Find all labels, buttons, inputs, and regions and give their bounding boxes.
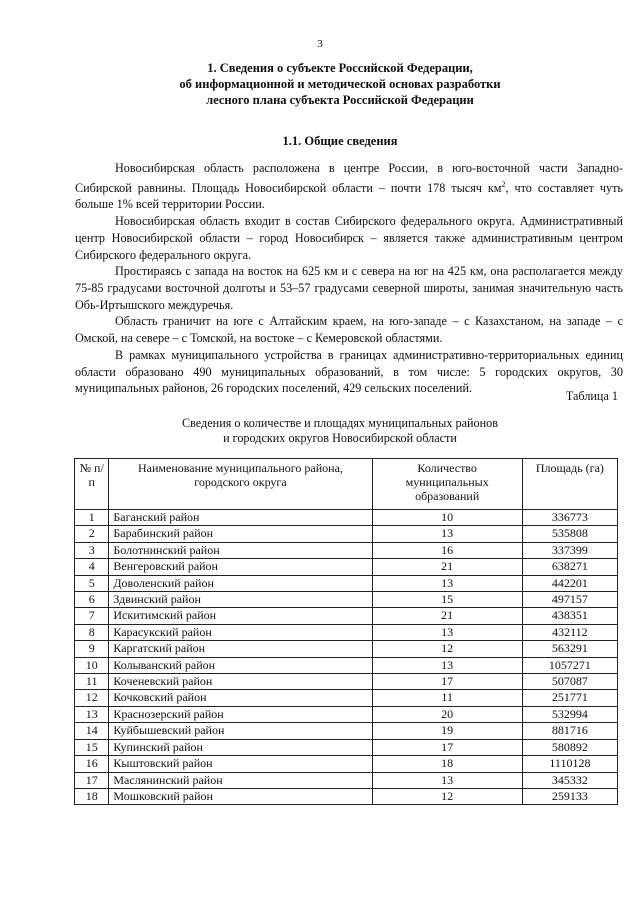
header-count: Количество муниципальных образований (372, 459, 522, 510)
municipality-count: 16 (372, 542, 522, 558)
district-name: Маслянинский район (109, 772, 372, 788)
municipality-count: 17 (372, 739, 522, 755)
table-caption (80, 416, 600, 446)
superscript: 2 (501, 179, 506, 189)
heading-line-3: лесного плана субъекта Российской Федерации (206, 93, 474, 107)
municipality-count: 20 (372, 706, 522, 722)
caption-line-1: Сведения о количестве и площадях муниципальных районов (182, 416, 498, 430)
table-row (75, 756, 618, 772)
district-name: Карасукский район (109, 624, 372, 640)
row-number: 11 (75, 674, 109, 690)
table-row (75, 772, 618, 788)
table-body (75, 510, 618, 805)
district-name: Куйбышевский район (109, 723, 372, 739)
row-number: 6 (75, 592, 109, 608)
table-row (75, 739, 618, 755)
row-number: 12 (75, 690, 109, 706)
row-number: 5 (75, 575, 109, 591)
municipality-count: 18 (372, 756, 522, 772)
table-row (75, 706, 618, 722)
paragraph-1-text: Новосибирская область расположена в центре России, в юго-восточной части Западно-Сибирской равнины. Площадь Новосибирской области – почти 178 тысяч км (75, 161, 623, 195)
row-number: 17 (75, 772, 109, 788)
municipality-count: 13 (372, 772, 522, 788)
row-number: 1 (75, 510, 109, 526)
district-name: Купинский район (109, 739, 372, 755)
table-row (75, 592, 618, 608)
table-row (75, 690, 618, 706)
table-row (75, 788, 618, 804)
municipality-count: 13 (372, 624, 522, 640)
municipality-count: 11 (372, 690, 522, 706)
heading-line-1: 1. Сведения о субъекте Российской Федерации, (207, 61, 473, 75)
district-name: Кыштовский район (109, 756, 372, 772)
municipality-count: 13 (372, 526, 522, 542)
table-row (75, 641, 618, 657)
row-number: 15 (75, 739, 109, 755)
district-name: Венгеровский район (109, 559, 372, 575)
table-row (75, 657, 618, 673)
area-value: 1110128 (522, 756, 617, 772)
area-value: 881716 (522, 723, 617, 739)
row-number: 4 (75, 559, 109, 575)
area-value: 535808 (522, 526, 617, 542)
area-value: 438351 (522, 608, 617, 624)
header-area: Площадь (га) (522, 459, 617, 510)
area-value: 251771 (522, 690, 617, 706)
district-name: Барабинский район (109, 526, 372, 542)
header-num: № п/п (75, 459, 109, 510)
district-name: Кочковский район (109, 690, 372, 706)
municipality-count: 12 (372, 788, 522, 804)
row-number: 16 (75, 756, 109, 772)
municipality-count: 21 (372, 608, 522, 624)
table-row (75, 674, 618, 690)
area-value: 345332 (522, 772, 617, 788)
area-value: 432112 (522, 624, 617, 640)
municipality-count: 17 (372, 674, 522, 690)
table-row (75, 510, 618, 526)
area-value: 259133 (522, 788, 617, 804)
municipality-count: 13 (372, 575, 522, 591)
row-number: 2 (75, 526, 109, 542)
row-number: 13 (75, 706, 109, 722)
table-row (75, 542, 618, 558)
row-number: 3 (75, 542, 109, 558)
area-value: 1057271 (522, 657, 617, 673)
district-name: Искитимский район (109, 608, 372, 624)
municipality-count: 19 (372, 723, 522, 739)
row-number: 18 (75, 788, 109, 804)
row-number: 9 (75, 641, 109, 657)
page-number: 3 (317, 38, 323, 50)
district-name: Краснозерский район (109, 706, 372, 722)
district-name: Доволенский район (109, 575, 372, 591)
district-name: Болотнинский район (109, 542, 372, 558)
area-value: 532994 (522, 706, 617, 722)
table-header-row (75, 459, 618, 510)
municipality-count: 21 (372, 559, 522, 575)
paragraph-4: Область граничит на юге с Алтайским краем, на юго-западе – с Казахстаном, на западе – с Омской, на севере – с Томской, на востоке – с Кемеровской областями. (75, 314, 623, 346)
districts-table (74, 458, 618, 805)
paragraph-1-end: , что составляет чуть больше 1% всей территории России. (75, 180, 623, 212)
row-number: 7 (75, 608, 109, 624)
area-value: 497157 (522, 592, 617, 608)
table-row (75, 559, 618, 575)
district-name: Баганский район (109, 510, 372, 526)
district-name: Мошковский район (109, 788, 372, 804)
header-name: Наименование муниципального района, городского округа (109, 459, 372, 510)
district-name: Каргатский район (109, 641, 372, 657)
area-value: 442201 (522, 575, 617, 591)
body-text (75, 160, 623, 397)
row-number: 10 (75, 657, 109, 673)
row-number: 8 (75, 624, 109, 640)
area-value: 337399 (522, 542, 617, 558)
paragraph-1 (75, 160, 623, 213)
municipality-count: 10 (372, 510, 522, 526)
table-row (75, 624, 618, 640)
paragraph-3: Простираясь с запада на восток на 625 км и с севера на юг на 425 км, она располагается между 75-85 градусами восточной долготы и 53–57 градусами северной широты, занимая значительную часть Обь-Иртышского междуречья. (75, 264, 623, 312)
area-value: 580892 (522, 739, 617, 755)
district-name: Здвинский район (109, 592, 372, 608)
paragraph-5: В рамках муниципального устройства в границах административно-территориальных единиц области образовано 490 муниципальных образований, в том числе: 5 городских округов, 30 муниципальных районов, 26 городских поселений, 429 сельских поселений. (75, 347, 623, 396)
area-value: 336773 (522, 510, 617, 526)
table-row (75, 526, 618, 542)
row-number: 14 (75, 723, 109, 739)
area-value: 638271 (522, 559, 617, 575)
caption-line-2: и городских округов Новосибирской области (223, 431, 457, 445)
table-row (75, 575, 618, 591)
municipality-count: 12 (372, 641, 522, 657)
table-row (75, 723, 618, 739)
district-name: Коченевский район (109, 674, 372, 690)
table-row (75, 608, 618, 624)
area-value: 563291 (522, 641, 617, 657)
subsection-heading: 1.1. Общие сведения (282, 134, 398, 148)
area-value: 507087 (522, 674, 617, 690)
municipality-count: 15 (372, 592, 522, 608)
paragraph-2: Новосибирская область входит в состав Сибирского федерального округа. Административный центр Новосибирской области – город Новосибирск – является также административным центром Сибирского федерального округа. (75, 214, 623, 262)
municipality-count: 13 (372, 657, 522, 673)
table-label: Таблица 1 (565, 389, 618, 403)
heading-line-2: об информационной и методической основах разработки (179, 77, 501, 91)
district-name: Колыванский район (109, 657, 372, 673)
section-heading (80, 60, 600, 108)
